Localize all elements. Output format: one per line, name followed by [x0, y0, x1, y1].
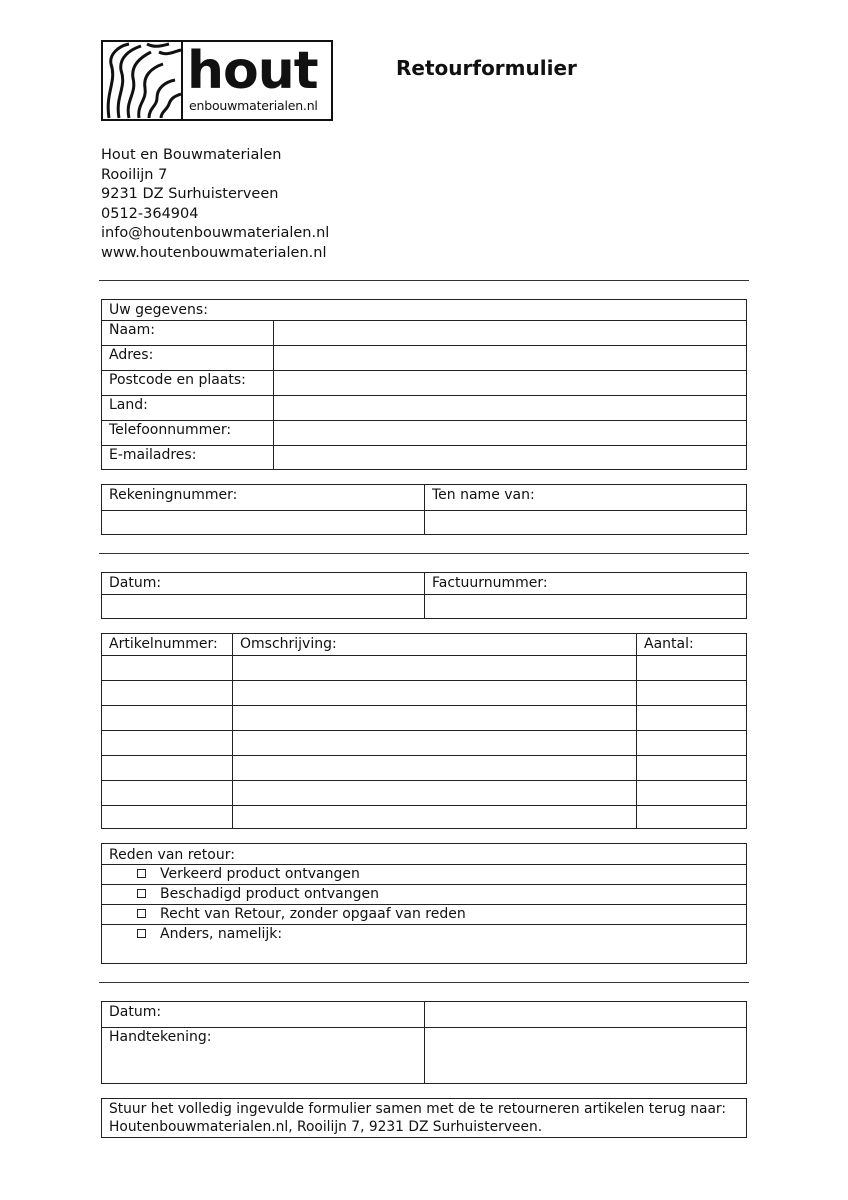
postcode-input[interactable] [275, 371, 746, 394]
field-label-postcode: Postcode en plaats: [109, 372, 246, 388]
return-items-table [101, 633, 747, 829]
divider [99, 280, 749, 281]
account-number-label: Rekeningnummer: [109, 487, 238, 503]
invoice-details-table [101, 572, 747, 619]
company-website[interactable]: www.houtenbouwmaterialen.nl [101, 244, 327, 261]
account-holder-label: Ten name van: [432, 487, 535, 503]
other-reason-input[interactable] [312, 926, 742, 960]
country-input[interactable] [275, 396, 746, 419]
return-reason-table [101, 843, 747, 964]
address-input[interactable] [275, 346, 746, 369]
invoice-number-label: Factuurnummer: [432, 575, 548, 591]
invoice-date-label: Datum: [109, 575, 162, 591]
reason-option-right-of-return: Recht van Retour, zonder opgaaf van reden [160, 906, 466, 922]
reason-option-wrong-product: Verkeerd product ontvangen [160, 866, 360, 882]
signature-table [101, 1001, 747, 1084]
return-reason-heading: Reden van retour: [109, 847, 235, 863]
invoice-number-input[interactable] [425, 595, 746, 618]
table-row[interactable] [102, 731, 746, 754]
table-row[interactable] [102, 806, 746, 828]
reason-option-other: Anders, namelijk: [160, 926, 283, 942]
company-address [101, 146, 329, 263]
field-label-phone: Telefoonnummer: [109, 422, 232, 438]
logo-wordmark: hout [187, 41, 318, 101]
company-name: Hout en Bouwmaterialen [101, 147, 282, 163]
return-instructions-line-2: Houtenbouwmaterialen.nl, Rooilijn 7, 9231 DZ Surhuisterveen. [109, 1119, 543, 1135]
divider [99, 982, 749, 983]
field-label-address: Adres: [109, 347, 154, 363]
table-row[interactable] [102, 756, 746, 779]
return-instructions-line-1: Stuur het volledig ingevulde formulier samen met de te retourneren artikelen terug naar: [109, 1101, 726, 1117]
field-label-email: E-mailadres: [109, 447, 197, 463]
checkbox-damaged-product[interactable] [137, 889, 146, 898]
invoice-date-input[interactable] [102, 595, 423, 618]
column-header-description: Omschrijving: [240, 636, 337, 652]
signature-date-input[interactable] [425, 1002, 746, 1026]
form-title: Retourformulier [396, 56, 577, 80]
company-email[interactable]: info@houtenbouwmaterialen.nl [101, 225, 330, 241]
company-phone: 0512-364904 [101, 205, 199, 222]
wood-grain-logo-icon [103, 42, 183, 120]
column-header-quantity: Aantal: [644, 636, 694, 652]
account-holder-input[interactable] [425, 511, 746, 534]
table-row[interactable] [102, 781, 746, 804]
customer-details-heading: Uw gegevens: [109, 302, 208, 318]
email-input[interactable] [275, 446, 746, 469]
name-input[interactable] [275, 321, 746, 344]
company-logo [101, 40, 333, 121]
field-label-country: Land: [109, 397, 148, 413]
customer-details-table [101, 299, 747, 470]
divider [99, 553, 749, 554]
field-label-name: Naam: [109, 322, 155, 338]
table-row[interactable] [102, 681, 746, 704]
checkbox-other[interactable] [137, 929, 146, 938]
account-number-input[interactable] [102, 511, 423, 534]
table-row[interactable] [102, 656, 746, 679]
return-instructions-box [101, 1098, 747, 1138]
checkbox-wrong-product[interactable] [137, 869, 146, 878]
signature-label: Handtekening: [109, 1029, 212, 1045]
signature-date-label: Datum: [109, 1004, 162, 1020]
bank-details-table [101, 484, 747, 535]
company-city: 9231 DZ Surhuisterveen [101, 186, 279, 202]
phone-input[interactable] [275, 421, 746, 444]
signature-input[interactable] [425, 1028, 746, 1083]
reason-option-damaged-product: Beschadigd product ontvangen [160, 886, 379, 902]
checkbox-right-of-return[interactable] [137, 909, 146, 918]
company-street: Rooilijn 7 [101, 166, 168, 183]
column-header-article-number: Artikelnummer: [109, 636, 218, 652]
logo-subtitle: enbouwmaterialen.nl [189, 98, 318, 113]
table-row[interactable] [102, 706, 746, 729]
